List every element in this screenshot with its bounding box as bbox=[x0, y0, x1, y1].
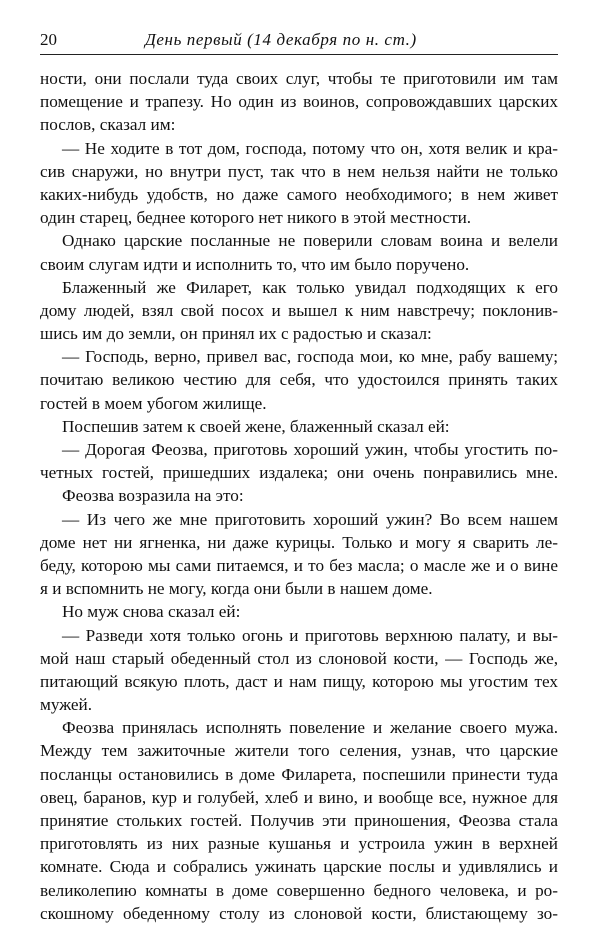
text-line: Между тем зажиточные жители того селения, узнав, что царские bbox=[40, 741, 558, 761]
text-line: беду, которою мы сами питаемся, и то без масла; о масле же и о вине bbox=[40, 555, 558, 575]
text-line: гостей в моем убогом жилище. bbox=[40, 393, 267, 413]
text-line: великолепию комнаты в доме совершенно бедного человека, и ро- bbox=[40, 880, 558, 900]
text-line: Феозва возразила на это: bbox=[62, 486, 244, 506]
text-line: посланцы остановились в доме Филарета, поспешили принести туда bbox=[40, 764, 558, 784]
text-line: комнате. Сюда и собрались ужинать царские послы и удивлялись и bbox=[40, 857, 558, 877]
page-number: 20 bbox=[40, 30, 57, 49]
text-line: Однако царские посланные не поверили словам воина и велели bbox=[62, 231, 558, 251]
text-line: каких-нибудь удобств, но даже самого необходимого; в нем живет bbox=[40, 184, 558, 204]
text-line: шись им до земли, он принял их с радостью и сказал: bbox=[40, 324, 432, 344]
text-line: приготовлять из них разные кушанья и устроила ужин в верхней bbox=[40, 834, 558, 854]
text-line: своим слугам идти и исполнить то, что им было поручено. bbox=[40, 254, 470, 274]
text-line: — Из чего же мне приготовить хороший ужин? Во всем нашем bbox=[62, 509, 558, 529]
text-line: скошному обеденному столу из слоновой кости, блистающему зо- bbox=[40, 903, 558, 923]
text-line: помещение и трапезу. Но один из воинов, сопровождавших царских bbox=[40, 92, 558, 112]
running-title: День первый (14 декабря по н. ст.) bbox=[145, 30, 417, 49]
text-line: дому людей, взял свой посох и вышел к ним навстречу; поклонив- bbox=[40, 300, 558, 320]
text-line: почитаю великою честию для себя, что удостоился принять таких bbox=[40, 370, 558, 390]
text-line: — Дорогая Феозва, приготовь хороший ужин, чтобы угостить по- bbox=[62, 440, 558, 459]
page-header bbox=[40, 30, 558, 55]
text-line: ности, они послали туда своих слуг, чтобы те приготовили им там bbox=[40, 69, 558, 88]
text-line: принятие стольких гостей. Получив эти приношения, Феозва стала bbox=[40, 811, 558, 830]
text-line: — Господь, верно, привел вас, господа мои, ко мне, рабу вашему; bbox=[62, 347, 558, 367]
text-line: овец, баранов, кур и голубей, хлеб и вино, и вообще все, нужное для bbox=[40, 787, 558, 807]
text-line: Блаженный же Филарет, как только увидал подходящих к его bbox=[62, 277, 558, 297]
text-line: — Разведи хотя только огонь и приготовь верхнюю палату, и вы- bbox=[62, 625, 558, 645]
text-line: мой наш старый обеденный стол из слоновой кости, — Господь же, bbox=[40, 648, 558, 668]
text-line: Феозва принялась исполнять повеление и желание своего мужа. bbox=[62, 718, 558, 738]
text-line: четных гостей, пришедших издалека; они очень понравились мне. bbox=[40, 463, 558, 483]
text-line: сив снаружи, но внутри пуст, так что в нем нельзя найти не только bbox=[40, 161, 558, 181]
text-line: доме нет ни ягненка, ни даже курицы. Только и могу я сварить ле- bbox=[40, 532, 558, 552]
text-line: один старец, беднее которого нет никого в этой местности. bbox=[40, 208, 472, 228]
text-line: Поспешив затем к своей жене, блаженный сказал ей: bbox=[62, 416, 450, 436]
text-line: послов, сказал им: bbox=[40, 115, 176, 135]
text-line: я и вспомнить не могу, когда они были в нашем доме. bbox=[40, 579, 433, 599]
text-line: Но муж снова сказал ей: bbox=[62, 602, 241, 622]
body-text bbox=[40, 67, 558, 925]
text-line: — Не ходите в тот дом, господа, потому что он, хотя велик и кра- bbox=[62, 138, 558, 158]
text-line: мужей. bbox=[40, 695, 93, 715]
text-line: питающий всякую плоть, даст и нам пищу, которою мы угостим тех bbox=[40, 671, 558, 691]
